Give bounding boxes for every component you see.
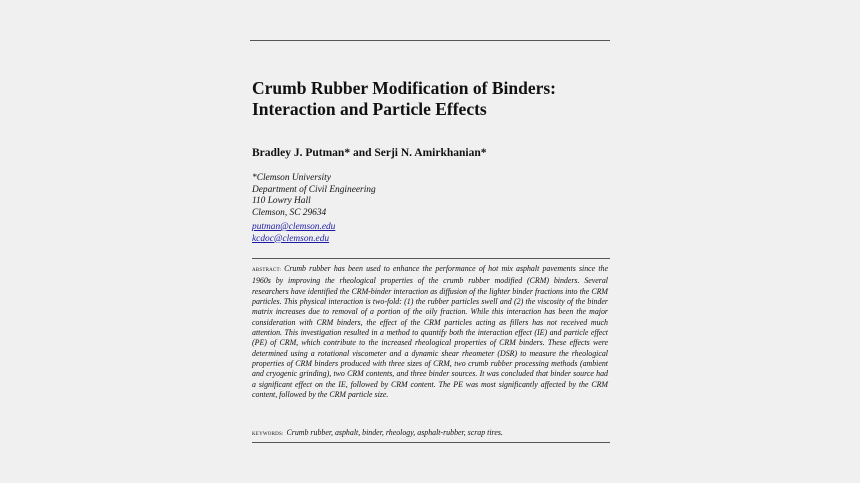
affiliation [252,173,612,219]
affiliation-line: 110 Lowry Hall [252,196,311,207]
abstract [252,264,608,400]
keywords-text: Crumb rubber, asphalt, binder, rheology, asphalt-rubber, scrap tires. [286,428,503,437]
title-line-2: Interaction and Particle Effects [252,99,487,119]
paper-title [252,78,612,120]
affiliation-line: *Clemson University [252,173,331,183]
top-divider [250,40,610,41]
affiliation-line: Department of Civil Engineering [252,184,376,195]
email-link-putman[interactable]: putman@clemson.edu [252,222,336,232]
email-link-kcdoc[interactable]: kcdoc@clemson.edu [252,233,330,244]
paper-page [250,0,610,483]
author-list: Bradley J. Putman* and Serji N. Amirkhanian* [252,147,487,159]
abstract-divider [252,258,610,259]
bottom-divider [252,442,610,443]
affiliation-line: Clemson, SC 29634 [252,207,327,218]
abstract-label: ABSTRACT: [252,268,282,273]
keywords-label: KEYWORDS: [252,432,284,437]
title-line-1: Crumb Rubber Modification of Binders: [252,78,556,98]
keywords [252,428,608,440]
email-list [252,222,612,245]
abstract-text: Crumb rubber has been used to enhance the performance of hot mix asphalt pavements since the 1960s by improving the rheological properties of the crumb rubber modified (CRM) binders. Several researchers have identified the CRM-binder interaction as diffusion of the lighter binder fractions into the CRM particles. This physical interaction is two-fold: (1) the rubber particles swell and (2) the viscosity of the binder matrix increases due to removal of a portion of the oily fraction. While this interaction has been the major consideration with CRM binders, the effect of the CRM particles acting as fillers has not received much attention. This investigation resulted in a method to quantify both the interaction effect (IE) and particle effect (PE) of CRM, which contribute to the increased rheological properties of CRM binders. These effects were determined using a rotational viscometer and a dynamic shear rheometer (DSR) to measure the rheological properties of CRM binders produced with three sizes of CRM, two crumb rubber processing methods (ambient and cryogenic grinding), two CRM contents, and three binder sources. It was concluded that binder source had a significant effect on the IE, followed by CRM content. The PE was most significantly affected by the CRM content, followed by the CRM particle size. [252,264,608,400]
